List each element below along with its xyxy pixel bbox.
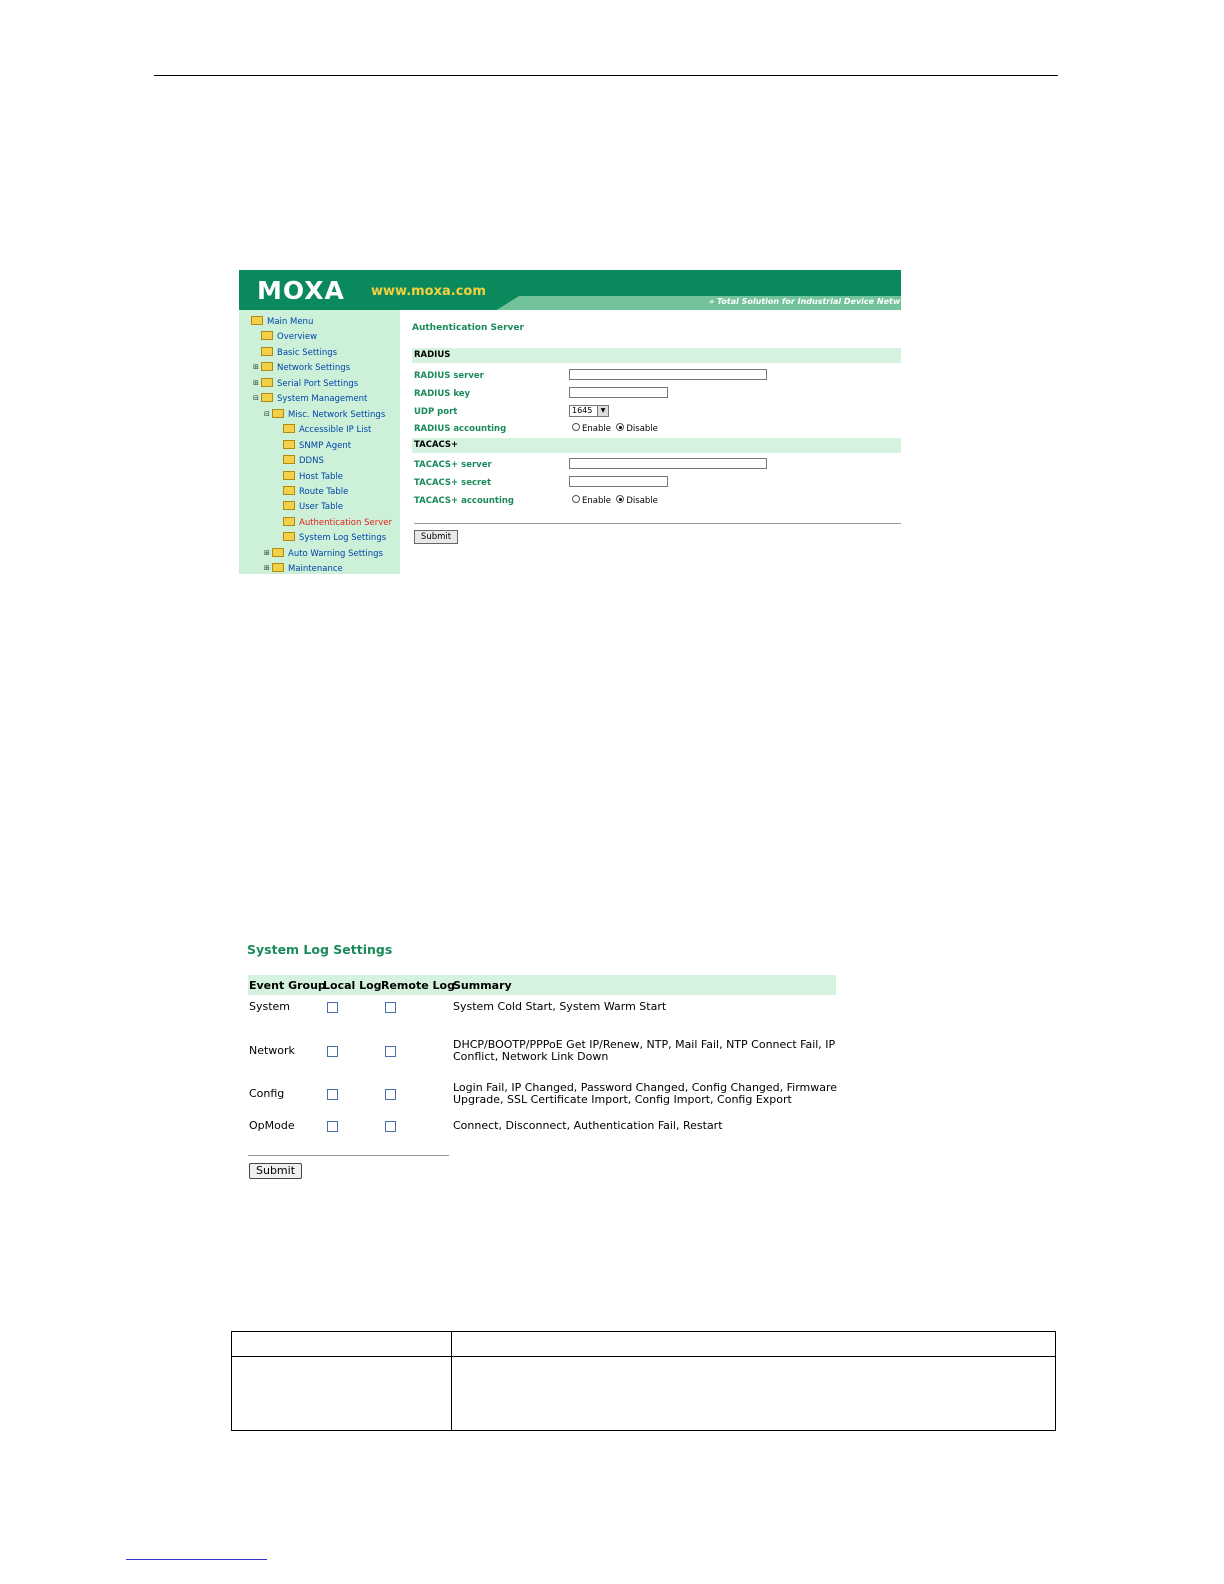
radius-enable-label: Enable xyxy=(582,424,611,434)
col-event-group: Event Group xyxy=(249,979,326,992)
summary-text: System Cold Start, System Warm Start xyxy=(453,1000,667,1013)
radius-accounting-disable-radio[interactable] xyxy=(616,423,624,431)
tacacs-accounting-enable-radio[interactable] xyxy=(572,495,580,503)
menu-item[interactable] xyxy=(283,440,351,451)
col-local-log: Local Log xyxy=(323,979,382,992)
menu-item[interactable] xyxy=(283,471,343,482)
menu-item-label: Maintenance xyxy=(288,564,343,574)
tacacs-enable-label: Enable xyxy=(582,496,611,506)
tacacs-accounting-radios xyxy=(572,495,658,506)
tagline-text: Total Solution for Industrial Device Netw xyxy=(716,297,901,306)
expand-icon[interactable]: ⊞ xyxy=(253,363,259,372)
menu-item[interactable] xyxy=(272,563,343,574)
local-log-checkbox[interactable] xyxy=(327,1121,338,1132)
udp-port-value: 1645 xyxy=(572,406,593,415)
syslog-title: System Log Settings xyxy=(247,942,393,957)
menu-item-label: Serial Port Settings xyxy=(277,378,359,389)
folder-icon xyxy=(272,409,284,418)
radius-accounting-radios xyxy=(572,423,658,434)
tacacs-accounting-disable-radio[interactable] xyxy=(616,495,624,503)
collapse-icon[interactable]: ⊟ xyxy=(264,409,270,418)
table-row-divider xyxy=(232,1356,1055,1357)
summary-text: Upgrade, SSL Certificate Import, Config Import, Config Export xyxy=(453,1092,792,1106)
local-log-checkbox[interactable] xyxy=(327,1002,338,1013)
radius-disable-label: Disable xyxy=(626,424,658,434)
folder-icon xyxy=(261,347,273,356)
menu-item[interactable] xyxy=(283,532,386,543)
moxa-url: www.moxa.com xyxy=(371,284,486,299)
menu-item[interactable] xyxy=(261,393,367,404)
event-group-label: Network xyxy=(249,1044,295,1057)
folder-icon xyxy=(283,424,295,433)
menu-item[interactable] xyxy=(251,316,313,327)
moxa-logo: MOXA xyxy=(257,276,345,305)
summary-text: Login Fail, IP Changed, Password Changed, Config Changed, Firmware xyxy=(453,1081,838,1094)
col-summary: Summary xyxy=(453,979,512,992)
table-column-divider xyxy=(451,1332,452,1430)
expand-icon[interactable]: ⊞ xyxy=(264,548,270,557)
footer-link-rule xyxy=(126,1559,267,1560)
tagline: » Total Solution for Industrial Device Netw xyxy=(709,297,901,306)
remote-log-checkbox[interactable] xyxy=(385,1089,396,1100)
menu-item[interactable] xyxy=(272,409,385,420)
menu-item[interactable] xyxy=(261,331,317,342)
menu-item[interactable] xyxy=(261,378,358,389)
menu-item-label: User Table xyxy=(299,502,344,513)
tacacs-server-input[interactable] xyxy=(569,458,767,469)
tacacs-disable-label: Disable xyxy=(626,496,658,506)
folder-icon xyxy=(283,501,295,510)
radius-accounting-enable-radio[interactable] xyxy=(572,423,580,431)
event-group-label: System xyxy=(249,1000,291,1013)
menu-item[interactable] xyxy=(283,517,392,528)
radius-server-input[interactable] xyxy=(569,369,767,380)
radius-key-input[interactable] xyxy=(569,387,668,398)
folder-icon xyxy=(283,471,295,480)
moxa-banner xyxy=(239,270,901,310)
event-group-label: Config xyxy=(249,1087,285,1100)
menu-item[interactable] xyxy=(283,501,343,512)
summary-text: DHCP/BOOTP/PPPoE Get IP/Renew, NTP, Mail Fail, NTP Connect Fail, IP xyxy=(453,1038,836,1051)
chevron-down-icon[interactable]: ▼ xyxy=(597,406,608,416)
menu-item[interactable] xyxy=(283,486,348,497)
udp-port-label: UDP port xyxy=(414,407,458,417)
menu-item-label: System Management xyxy=(277,394,368,405)
folder-icon xyxy=(272,548,284,557)
submit-button[interactable]: Submit xyxy=(414,530,458,544)
remote-log-checkbox[interactable] xyxy=(385,1046,396,1057)
menu-item-label: Overview xyxy=(277,332,318,343)
menu-item[interactable] xyxy=(261,347,337,358)
expand-icon[interactable]: ⊞ xyxy=(264,564,270,573)
folder-icon xyxy=(283,486,295,495)
menu-item-label: Basic Settings xyxy=(277,347,338,358)
menu-item-label: Network Settings xyxy=(277,363,351,374)
folder-icon xyxy=(261,331,273,340)
menu-item-label: DDNS xyxy=(299,456,324,467)
folder-icon xyxy=(261,393,273,402)
main-menu-tree xyxy=(239,310,400,574)
document-table xyxy=(231,1331,1056,1431)
menu-item[interactable] xyxy=(261,362,350,373)
divider xyxy=(414,523,901,524)
radius-key-label: RADIUS key xyxy=(414,389,471,399)
menu-item-label: Main Menu xyxy=(267,317,314,327)
local-log-checkbox[interactable] xyxy=(327,1089,338,1100)
expand-icon[interactable]: ⊞ xyxy=(253,378,259,387)
header-rule xyxy=(154,75,1058,76)
menu-item[interactable] xyxy=(283,424,371,435)
radius-server-label: RADIUS server xyxy=(414,371,484,381)
remote-log-checkbox[interactable] xyxy=(385,1002,396,1013)
menu-item-label: Misc. Network Settings xyxy=(288,409,386,420)
summary-text: Conflict, Network Link Down xyxy=(453,1049,609,1063)
menu-item[interactable] xyxy=(283,455,324,466)
page-title: Authentication Server xyxy=(412,323,524,333)
col-remote-log: Remote Log xyxy=(381,979,455,992)
menu-item-label: Authentication Server xyxy=(299,517,392,528)
folder-icon xyxy=(283,517,295,526)
radius-accounting-label: RADIUS accounting xyxy=(414,424,507,434)
folder-icon xyxy=(283,532,295,541)
tacacs-accounting-label: TACACS+ accounting xyxy=(414,496,514,506)
syslog-screenshot xyxy=(244,940,844,1190)
menu-item-label: Auto Warning Settings xyxy=(288,548,383,559)
radius-section-header: RADIUS xyxy=(412,348,901,363)
menu-item-label: SNMP Agent xyxy=(299,440,352,451)
divider xyxy=(248,1155,449,1156)
folder-icon xyxy=(283,455,295,464)
folder-icon xyxy=(261,378,273,387)
folder-icon xyxy=(261,362,273,371)
auth-main-panel xyxy=(400,310,901,574)
folder-icon xyxy=(283,440,295,449)
menu-item-label: Host Table xyxy=(299,471,344,482)
tacacs-server-label: TACACS+ server xyxy=(414,460,492,470)
udp-port-select[interactable] xyxy=(569,405,609,417)
tacacs-secret-label: TACACS+ secret xyxy=(414,478,492,488)
summary-text: Connect, Disconnect, Authentication Fail, Restart xyxy=(453,1119,723,1132)
menu-item[interactable] xyxy=(272,548,383,559)
menu-item-label: System Log Settings xyxy=(299,533,387,544)
collapse-icon[interactable]: ⊟ xyxy=(253,394,259,403)
menu-item-label: Route Table xyxy=(299,486,349,497)
menu-item-label: Accessible IP List xyxy=(299,425,372,436)
folder-icon xyxy=(251,316,263,325)
event-group-label: OpMode xyxy=(249,1119,295,1132)
tacacs-secret-input[interactable] xyxy=(569,476,668,487)
auth-server-screenshot xyxy=(239,270,901,574)
remote-log-checkbox[interactable] xyxy=(385,1121,396,1132)
local-log-checkbox[interactable] xyxy=(327,1046,338,1057)
folder-icon xyxy=(272,563,284,572)
syslog-submit-button[interactable]: Submit xyxy=(249,1163,302,1179)
tacacs-section-header: TACACS+ xyxy=(412,438,901,453)
